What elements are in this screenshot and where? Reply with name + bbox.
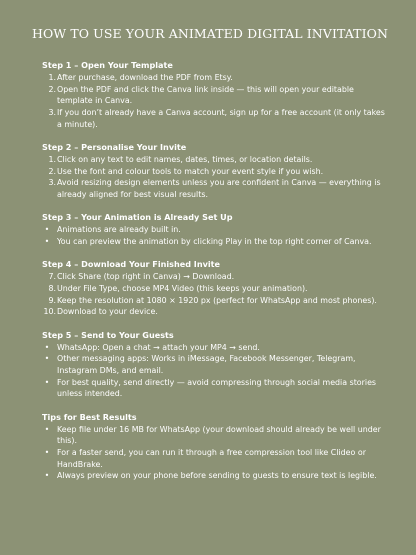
list-item-text: If you don’t already have a Canva account, sign up for a free account (it only takes a minute). — [57, 108, 385, 129]
list-item-text: Under File Type, choose MP4 Video (this keeps your animation). — [57, 283, 308, 293]
list-item — [42, 353, 392, 376]
list-item — [42, 154, 392, 166]
list-number: 2. — [48, 84, 56, 94]
section-heading: Tips for Best Results — [42, 411, 137, 422]
bullet-list — [42, 342, 392, 401]
list-item — [42, 107, 392, 130]
list-item — [42, 295, 392, 307]
section-heading: Step 1 – Open Your Template — [42, 60, 173, 70]
list-item-text: Click on any text to edit names, dates, times, or location details. — [57, 155, 313, 165]
list-item-text: For a faster send, you can run it through a free compression tool like Clideo or HandBrake. — [57, 447, 366, 469]
section-step-5 — [42, 330, 392, 401]
list-item-text: Click Share (top right in Canva) → Download. — [57, 272, 235, 282]
section-step-3 — [42, 212, 392, 247]
list-number: 9. — [48, 295, 56, 305]
list-item-text: Open the PDF and click the Canva link inside — this will open your editable template in Canva. — [57, 84, 354, 106]
list-item — [42, 72, 392, 84]
list-item-text: After purchase, download the PDF from Etsy. — [57, 73, 233, 82]
section-step-4 — [42, 259, 392, 318]
list-item-text: You can preview the animation by clicking Play in the top right corner of Canva. — [57, 237, 372, 247]
list-item — [42, 271, 392, 283]
section-heading: Step 2 – Personalise Your Invite — [42, 142, 187, 153]
bullet-icon: • — [44, 342, 50, 352]
list-item-text: Download to your device. — [57, 307, 158, 317]
list-item-text: Keep the resolution at 1080 × 1920 px (perfect for WhatsApp and most phones). — [57, 295, 377, 305]
page-title: HOW TO USE YOUR ANIMATED DIGITAL INVITATION — [31, 26, 389, 41]
list-item-text: Animations are already built in. — [57, 225, 181, 235]
list-item — [42, 447, 392, 470]
list-item — [42, 283, 392, 295]
list-item — [42, 377, 392, 400]
list-item — [42, 424, 392, 447]
bullet-icon: • — [44, 354, 50, 364]
list-item-text: Keep file under 16 MB for WhatsApp (your download should already be well under this). — [57, 424, 381, 446]
bullet-list — [42, 224, 392, 247]
numbered-list — [42, 271, 392, 318]
list-item — [42, 166, 392, 178]
bullet-list — [42, 424, 392, 483]
list-item — [42, 470, 392, 482]
bullet-icon: • — [44, 424, 50, 434]
list-item — [42, 84, 392, 107]
list-item-text: WhatsApp: Open a chat → attach your MP4 → send. — [57, 342, 260, 352]
list-item-text: For best quality, send directly — avoid compressing through social media stories unless intended. — [57, 377, 377, 399]
list-item — [42, 236, 392, 248]
list-item-text: Always preview on your phone before sending to guests to ensure text is legible. — [57, 471, 377, 481]
section-step-2 — [42, 142, 392, 201]
list-number: 2. — [48, 166, 56, 176]
list-item-text: Other messaging apps: Works in iMessage, Facebook Messenger, Telegram, Instagram DMs, and email. — [57, 354, 356, 375]
list-item — [42, 177, 392, 200]
list-number: 10. — [43, 307, 56, 317]
list-number: 3. — [48, 178, 56, 188]
list-item — [42, 224, 392, 236]
list-number: 7. — [48, 272, 56, 282]
section-tips — [42, 412, 392, 483]
bullet-icon: • — [44, 225, 50, 235]
section-heading: Step 3 – Your Animation is Already Set Up — [42, 212, 233, 223]
section-heading: Step 4 – Download Your Finished Invite — [42, 259, 220, 270]
list-number: 3. — [48, 108, 56, 118]
bullet-icon: • — [44, 237, 50, 247]
list-number: 8. — [48, 283, 56, 293]
bullet-icon: • — [44, 447, 50, 457]
list-item — [42, 306, 392, 318]
numbered-list — [42, 72, 392, 131]
section-heading: Step 5 – Send to Your Guests — [42, 329, 174, 340]
list-item — [42, 342, 392, 354]
section-step-1 — [42, 60, 392, 131]
bullet-icon: • — [44, 471, 50, 481]
list-item-text: Avoid resizing design elements unless you are confident in Canva — everything is already aligned for best visual results. — [57, 178, 381, 200]
numbered-list — [42, 154, 392, 201]
bullet-icon: • — [44, 377, 50, 387]
list-item-text: Use the font and colour tools to match your event style if you wish. — [57, 166, 324, 176]
list-number: 1. — [48, 155, 56, 165]
list-number: 1. — [48, 73, 56, 82]
